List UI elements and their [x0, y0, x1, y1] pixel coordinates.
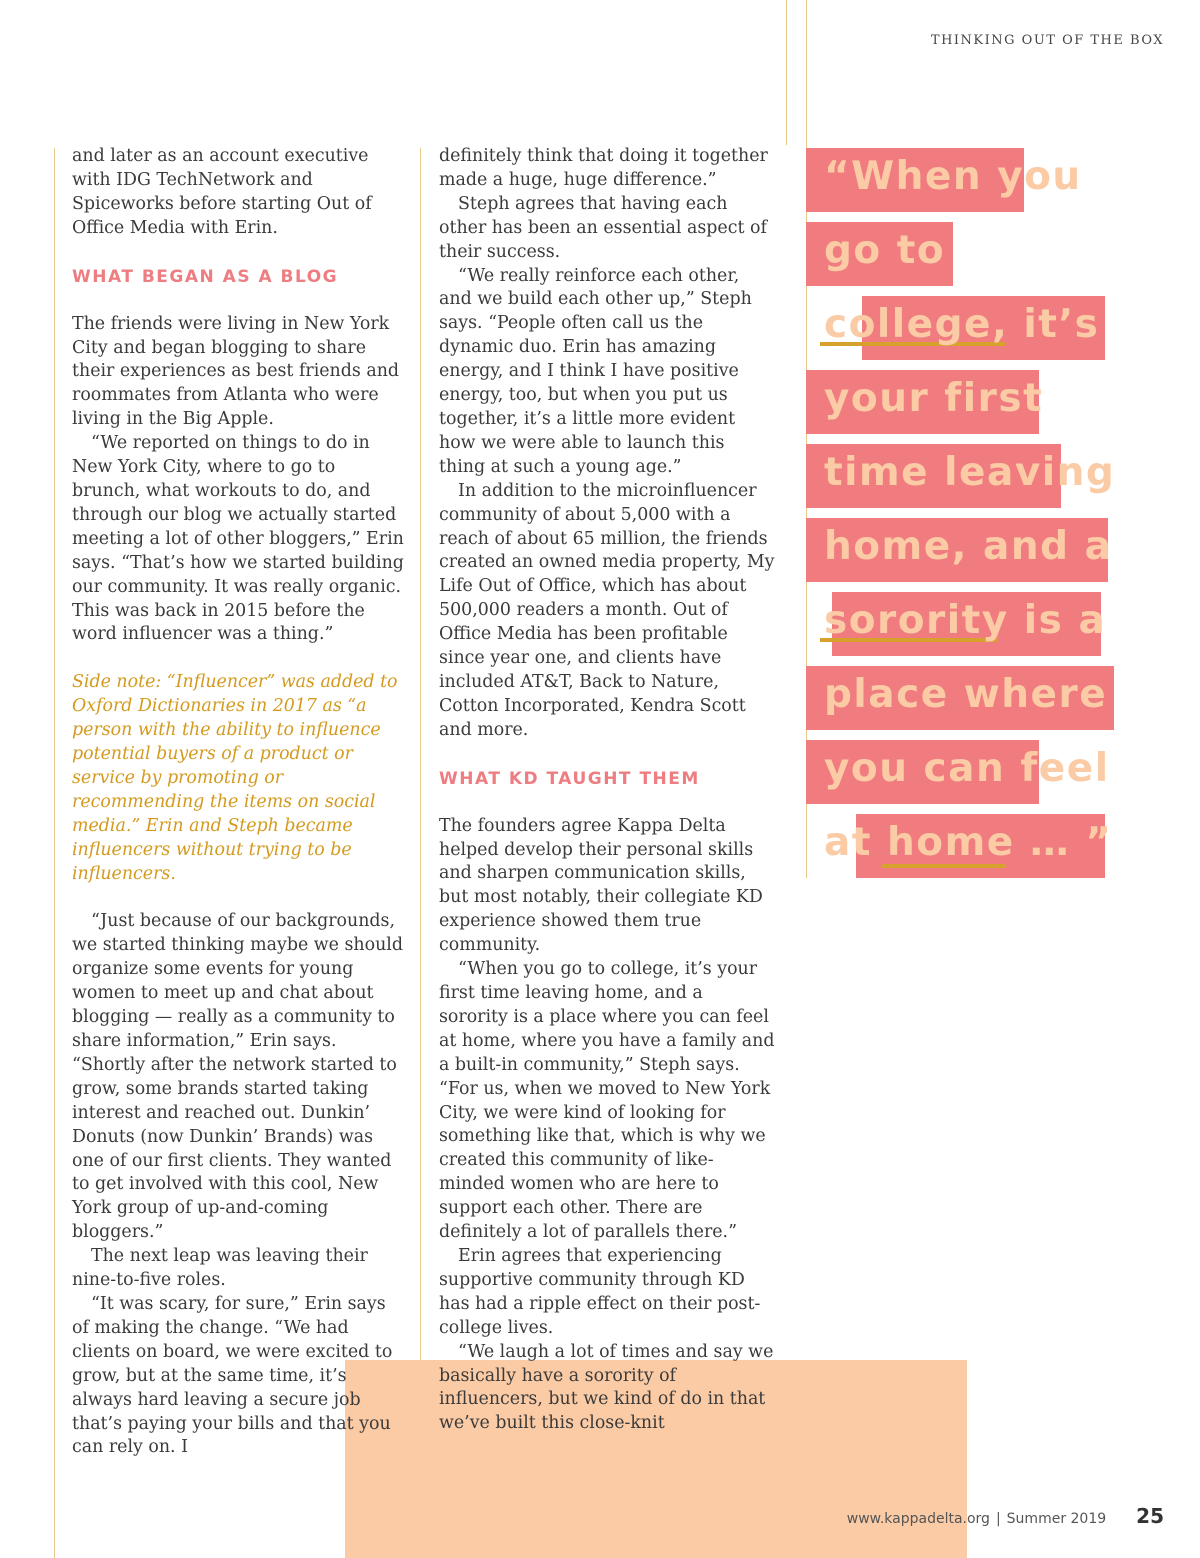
pull-quote-text: home, and a: [824, 524, 1113, 569]
pull-quote-text: go to: [824, 228, 946, 273]
pull-quote-text: your first: [824, 376, 1044, 421]
pull-quote-line: [806, 814, 1200, 888]
section-subhead: WHAT KD TAUGHT THEM: [439, 768, 700, 789]
paragraph: The next leap was leaving their nine-to-five roles.: [72, 1246, 368, 1291]
paragraph: The founders agree Kappa Delta helped develop their personal skills and sharpen communication skills, but most notably, their collegiate KD experience showed them true community.: [439, 815, 763, 956]
paragraph: The friends were living in New York City and began blogging to share their experiences as best friends and roommates from Atlanta who were living in the Big Apple.: [72, 313, 400, 430]
paragraph: “Just because of our backgrounds, we started thinking maybe we should organize some events for young women to meet up and chat about blogging — really as a community to share information,” Erin says. “Shortly after the network started to grow, some brands started taking interest and reached out. Dunkin’ Donuts (now Dunkin’ Brands) was one of our first clients. They wanted to get involved with this cool, New York group of up-and-coming bloggers.”: [72, 911, 403, 1243]
paragraph: “We reported on things to do in New York City, where to go to brunch, what workouts to do, and through our blog we actually started meeting a lot of other bloggers,” Erin says. “That’s how we started building our community. It was really organic. This was back in 2015 before the word influencer was a thing.”: [72, 433, 404, 645]
pull-quote-text: sorority is a: [824, 598, 1107, 643]
pull-quote-text: you can feel: [824, 746, 1110, 791]
pull-quote-line: [806, 740, 1200, 814]
pull-quote-text: at home … ”: [824, 820, 1113, 865]
column-rule-left: [54, 148, 55, 1558]
running-head: THINKING OUT OF THE BOX: [930, 33, 1164, 48]
column-rule-right: [786, 0, 787, 145]
pull-quote-line: [806, 518, 1200, 592]
article-column-2: [439, 145, 775, 1436]
pull-quote-line: [806, 592, 1200, 666]
pull-quote-line: [806, 296, 1200, 370]
paragraph: Erin agrees that experiencing supportive community through KD has had a ripple effect on their post-college lives.: [439, 1245, 761, 1338]
column-rule-middle: [420, 148, 421, 1558]
paragraph: Steph agrees that having each other has been an essential aspect of their success.: [439, 193, 767, 262]
pull-quote-text: time leaving: [824, 450, 1116, 495]
issue-label: Summer 2019: [1006, 1511, 1107, 1527]
paragraph: and later as an account executive with IDG TechNetwork and Spiceworks before starting Out of Office Media with Erin.: [72, 146, 372, 238]
paragraph: “It was scary, for sure,” Erin says of making the change. “We had clients on board, we were excited to grow, but at the same time, it’s always hard leaving a secure job that’s paying your bills and that you can rely on. I: [72, 1293, 393, 1458]
paragraph: In addition to the microinfluencer community of about 5,000 with a reach of about 65 million, the friends created an owned media property, My Life Out of Office, which has about 500,000 readers a month. Out of Office Media has been profitable since year one, and clients have included AT&T, Back to Nature, Cotton Incorporated, Kendra Scott and more.: [439, 480, 775, 740]
section-subhead: WHAT BEGAN AS A BLOG: [72, 266, 339, 287]
pull-quote-text: place where: [824, 672, 1108, 717]
paragraph: definitely think that doing it together made a huge, huge difference.”: [439, 146, 768, 190]
pull-quote-line: [806, 444, 1200, 518]
paragraph: “We laugh a lot of times and say we basically have a sorority of influencers, but we kind of do in that we’ve built this close-knit: [439, 1341, 774, 1434]
pull-quote-text: college, it’s: [824, 302, 1100, 347]
page-footer: [847, 1504, 1164, 1528]
pull-quote-line: [806, 148, 1200, 222]
website-link[interactable]: www.kappadelta.org: [846, 1511, 990, 1527]
footer-separator: |: [995, 1511, 1001, 1527]
pull-quote-text: “When you: [824, 154, 1082, 199]
paragraph: “When you go to college, it’s your first time leaving home, and a sorority is a place where you can feel at home, where you have a family and a built-in community,” Steph says. “For us, when we moved to New York City, we were kind of looking for something like that, which is why we created this community of like-minded women who are here to support each other. There are definitely a lot of parallels there.”: [439, 959, 775, 1243]
pull-quote-line: [806, 666, 1200, 740]
paragraph: “We really reinforce each other, and we build each other up,” Steph says. “People often call us the dynamic duo. Erin has amazing energy, and I think I have positive energy, too, but when you put us together, it’s a little more evident how we were able to launch this thing at such a young age.”: [439, 265, 752, 477]
side-note: Side note: “Influencer” was added to Oxford Dictionaries in 2017 as “a person with the ability to influence potential buyers of a product or service by promoting or recommending the items on social media.” Erin and Steph became influencers without trying to be influencers.: [72, 672, 398, 884]
pull-quote-line: [806, 370, 1200, 444]
article-column-1: [72, 145, 408, 1460]
page-number: 25: [1136, 1504, 1164, 1528]
pull-quote: [806, 148, 1200, 888]
pull-quote-line: [806, 222, 1200, 296]
